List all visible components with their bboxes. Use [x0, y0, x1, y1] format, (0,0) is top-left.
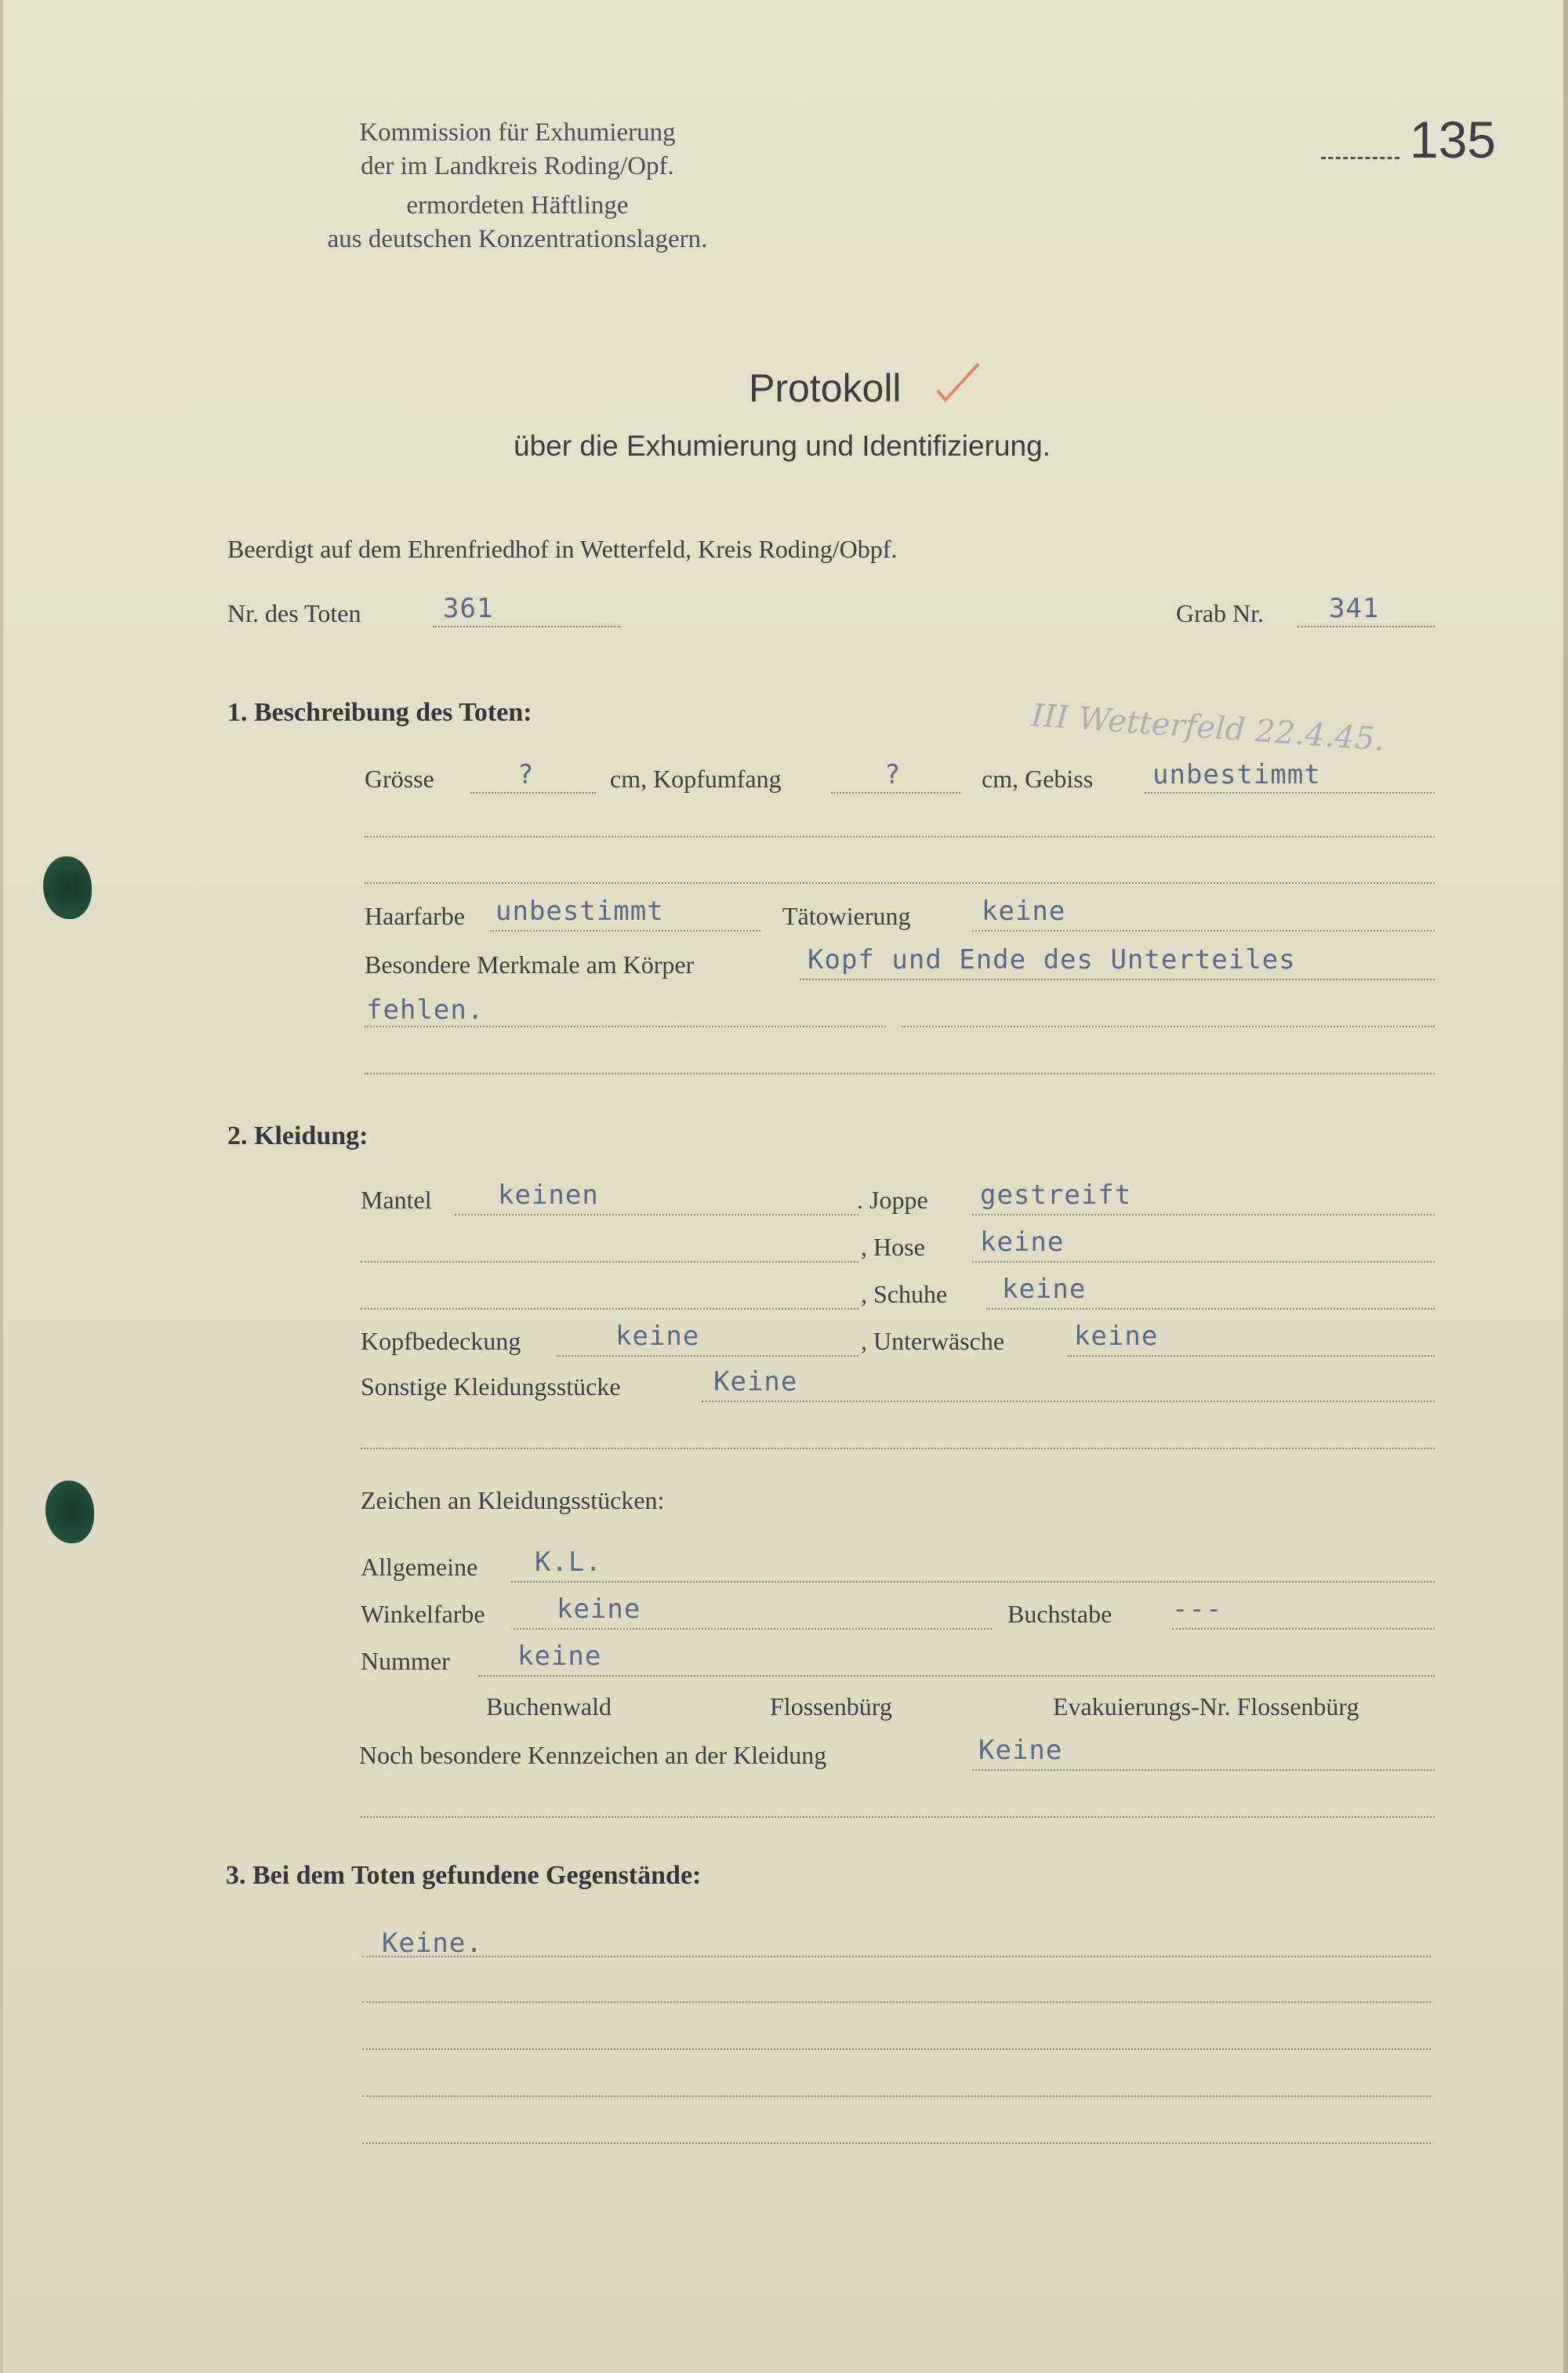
found-items-line-2 — [362, 2001, 1431, 2003]
trousers-value: keine — [980, 1226, 1065, 1258]
hair-value: unbestimmt — [495, 896, 664, 927]
number-label: Nummer — [361, 1647, 450, 1675]
headwear-label: Kopfbedeckung — [361, 1327, 521, 1355]
letter-label: Buchstabe — [1007, 1600, 1112, 1628]
jacket-line — [972, 1214, 1435, 1216]
underwear-line — [1068, 1355, 1435, 1357]
coat-label: Mantel — [361, 1186, 432, 1214]
dead-number-value: 361 — [443, 593, 494, 624]
teeth-line — [1145, 792, 1435, 794]
evacuation-number-label: Evakuierungs-Nr. Flossenbürg — [1053, 1692, 1359, 1721]
body-marks-line-1 — [800, 979, 1435, 980]
teeth-value: unbestimmt — [1152, 759, 1321, 790]
trousers-line — [972, 1261, 1435, 1263]
number-value: keine — [517, 1641, 602, 1672]
triangle-color-value: keine — [557, 1594, 641, 1625]
general-value: K.L. — [535, 1546, 602, 1578]
triangle-color-label: Winkelfarbe — [361, 1600, 485, 1628]
tattoo-line — [972, 930, 1435, 932]
number-line — [478, 1675, 1435, 1677]
section-1-heading: 1. Beschreibung des Toten: — [227, 698, 532, 727]
page-number: 135 — [1410, 111, 1497, 169]
body-marks-line-2 — [365, 1026, 886, 1027]
coat-line — [455, 1214, 858, 1216]
burial-place: Beerdigt auf dem Ehrenfriedhof in Wetterfeld, Kreis Roding/Obpf. — [227, 535, 898, 563]
special-marks-line — [972, 1769, 1435, 1771]
shoes-value: keine — [1002, 1274, 1087, 1305]
blank-line-3 — [365, 1073, 1435, 1074]
grave-number-line — [1298, 626, 1435, 627]
other-clothing-value: Keine — [713, 1366, 798, 1397]
found-items-line-5 — [362, 2142, 1431, 2144]
shoes-label: , Schuhe — [861, 1280, 948, 1308]
dead-number-label: Nr. des Toten — [227, 599, 361, 627]
letter-value: --- — [1172, 1594, 1223, 1625]
general-line — [511, 1581, 1435, 1583]
blank-line-1 — [365, 836, 1435, 838]
blank-line-2 — [365, 882, 1435, 884]
size-value: ? — [517, 759, 535, 790]
coat-value: keinen — [498, 1179, 599, 1211]
clothing-marks-heading: Zeichen an Kleidungsstücken: — [361, 1486, 665, 1514]
other-clothing-label: Sonstige Kleidungsstücke — [361, 1372, 621, 1401]
tattoo-value: keine — [982, 896, 1066, 927]
page-subtitle: über die Exhumierung und Identifizierung. — [514, 430, 1051, 462]
header-line-4: aus deutschen Konzentrationslagern. — [327, 225, 708, 253]
blank-line-5 — [361, 1816, 1435, 1818]
trousers-label: , Hose — [861, 1233, 925, 1261]
head-circumference-value: ? — [884, 759, 902, 790]
page-edge-left — [0, 0, 3, 2373]
body-marks-line-2b — [902, 1026, 1435, 1027]
grave-number-label: Grab Nr. — [1176, 599, 1264, 627]
teeth-label: cm, Gebiss — [982, 765, 1094, 793]
special-marks-label: Noch besondere Kennzeichen an der Kleidung — [359, 1741, 827, 1769]
jacket-value: gestreift — [980, 1179, 1132, 1211]
camp-buchenwald: Buchenwald — [486, 1692, 612, 1721]
header-line-3: ermordeten Häftlinge — [406, 191, 629, 220]
tattoo-label: Tätowierung — [782, 902, 911, 930]
found-items-line-3 — [362, 2048, 1431, 2050]
dead-number-line — [433, 626, 621, 627]
underwear-label: , Unterwäsche — [861, 1327, 1005, 1355]
body-marks-value-2: fehlen. — [366, 994, 485, 1026]
size-line — [470, 792, 596, 794]
section-2-heading: 2. Kleidung: — [227, 1121, 368, 1150]
hair-line — [490, 930, 760, 932]
head-circumference-label: cm, Kopfumfang — [610, 765, 782, 793]
body-marks-value-1: Kopf und Ende des Unterteiles — [808, 944, 1296, 976]
page-edge-right — [1563, 0, 1568, 2373]
found-items-line-4 — [362, 2095, 1431, 2097]
jacket-label: . Joppe — [857, 1186, 928, 1214]
head-circumference-line — [831, 792, 960, 794]
section-3-heading: 3. Bei dem Toten gefundene Gegenstände: — [226, 1861, 702, 1890]
check-mark-icon — [935, 359, 982, 406]
handwritten-note: III Wetterfeld 22.4.45. — [1029, 697, 1386, 758]
punch-hole-top — [43, 856, 92, 919]
page-number-dashes — [1321, 157, 1399, 159]
camp-flossenburg: Flossenbürg — [770, 1692, 892, 1721]
shoes-blank-line — [361, 1308, 858, 1310]
punch-hole-bottom — [45, 1481, 94, 1543]
general-label: Allgemeine — [361, 1553, 478, 1581]
page-title: Protokoll — [749, 366, 902, 410]
special-marks-value: Keine — [978, 1735, 1063, 1766]
letter-line — [1172, 1628, 1435, 1630]
header-line-2: der im Landkreis Roding/Opf. — [361, 152, 674, 180]
blank-line-4 — [361, 1448, 1435, 1449]
hair-label: Haarfarbe — [365, 902, 465, 930]
triangle-color-line — [514, 1628, 992, 1630]
headwear-value: keine — [615, 1321, 700, 1352]
other-clothing-line — [702, 1401, 1435, 1402]
shoes-line — [986, 1308, 1435, 1310]
underwear-value: keine — [1074, 1321, 1159, 1352]
trousers-blank-line — [361, 1261, 858, 1263]
found-items-value: Keine. — [382, 1928, 483, 1959]
grave-number-value: 341 — [1329, 593, 1380, 624]
body-marks-label: Besondere Merkmale am Körper — [365, 950, 695, 979]
header-line-1: Kommission für Exhumierung — [359, 118, 676, 147]
size-label: Grösse — [365, 765, 434, 793]
headwear-line — [557, 1355, 858, 1357]
found-items-line-1 — [362, 1956, 1431, 1957]
